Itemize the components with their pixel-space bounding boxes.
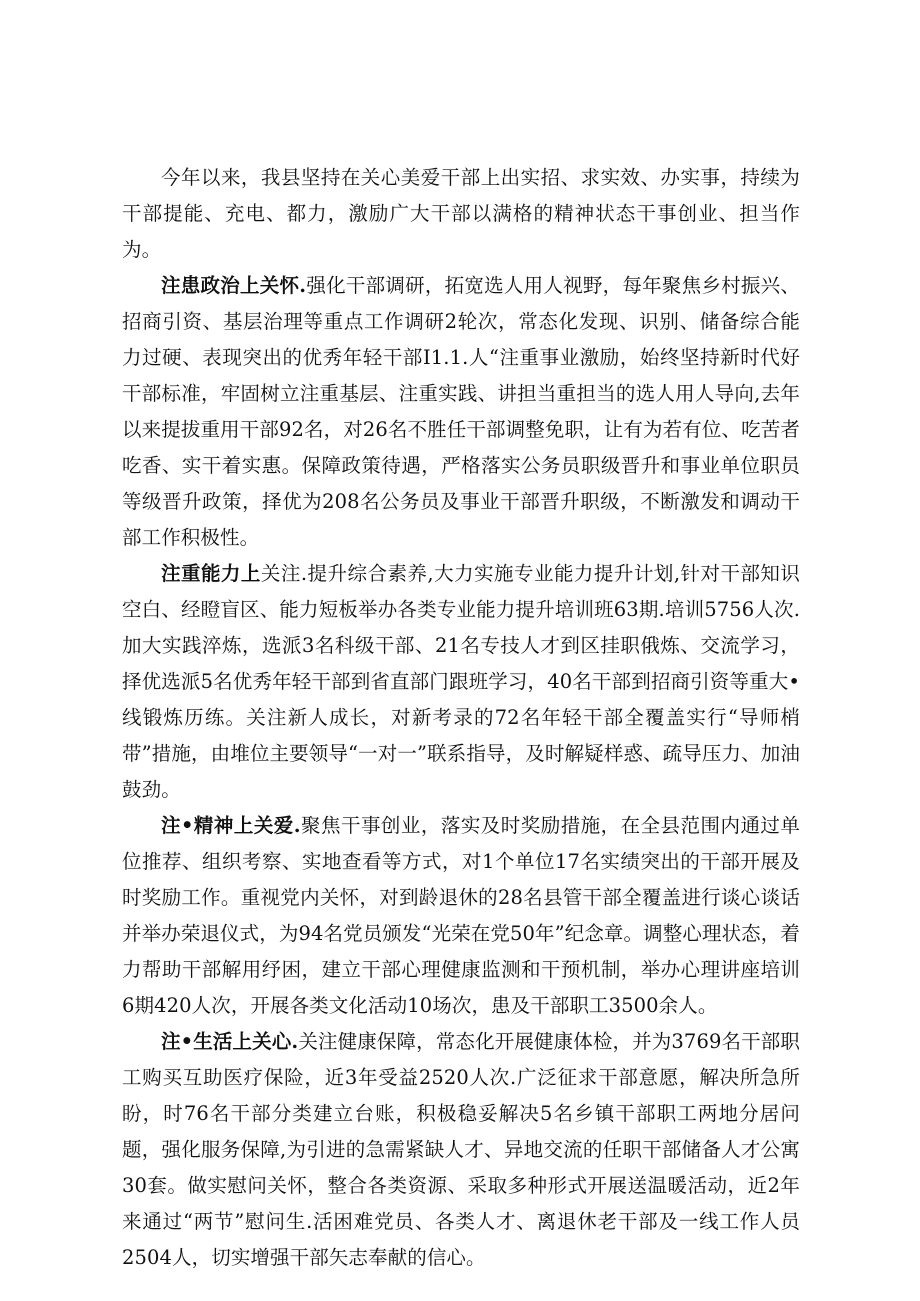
paragraph-intro xyxy=(122,160,800,268)
paragraph-lead: 注重能力上 xyxy=(161,562,261,585)
paragraph-lead: 注•生活上关心. xyxy=(161,1030,299,1053)
paragraph-political-care xyxy=(122,268,800,556)
paragraph-text: 关注健康保障，常态化开展健康体检，并为3769名干部职工购买互助医疗保险，近3年受益2520人次.广泛征求干部意愿，解决所急所盼，时76名干部分类建立台账，积极稳妥解决5名乡镇干部职工两地分居问题，强化服务保障,为引进的急需紧缺人才、异地交流的任职干部储备人才公寓30套。做实慰问关怀，整合各类资源、采取多种形式开展送温暖活动，近2年来通过“两节”慰问生.活困难党员、各类人才、离退休老干部及一线工作人员2504人，切实增强干部矢志奉献的信心。 xyxy=(122,1030,800,1269)
paragraph-spirit-care xyxy=(122,808,800,1024)
paragraph-text: 今年以来，我县坚持在关心美爱干部上出实招、求实效、办实事，持续为干部提能、充电、都力，激励广大干部以满格的精神状态干事创业、担当作为。 xyxy=(122,166,800,261)
paragraph-text: 强化干部调研，拓宽选人用人视野，每年聚焦乡村振兴、招商引资、基层治理等重点工作调研2轮次，常态化发现、识别、储备综合能力过硬、表现突出的优秀年轻干部I1.1.人“注重事业激励，始终坚持新时代好干部标准，牢固树立注重基层、注重实践、讲担当重担当的选人用人导向,去年以来提拔重用干部92名，对26名不胜任干部调整免职，让有为若有位、吃苦者吃香、实干着实惠。保障政策待遇，严格落实公务员职级晋升和事业单位职员等级晋升政策，择优为208名公务员及事业干部晋升职级，不断激发和调动干部工作积极性。 xyxy=(122,274,800,549)
paragraph-lead: 注•精神上关爱. xyxy=(161,814,301,837)
paragraph-lead: 注患政治上关怀. xyxy=(161,274,307,297)
paragraph-text: 聚焦干事创业，落实及时奖励措施，在全县范围内通过单位推荐、组织考察、实地查看等方式，对1个单位17名实绩突出的干部开展及时奖励工作。重视党内关怀，对到龄退休的28名县管干部全覆盖进行谈心谈话并举办荣退仪式，为94名党员颁发“光荣在党50年”纪念章。调整心理状态，着力帮助干部解用纾困，建立干部心理健康监测和干预机制，举办心理讲座培训6期420人次，开展各类文化活动10场次，患及干部职工3500余人。 xyxy=(122,814,800,1017)
paragraph-text: 关注.提升综合素养,大力实施专业能力提升计划,针对干部知识空白、经瞪盲区、能力短板举办各类专业能力提升培训班63期.培训5756人次.加大实践淬炼，选派3名科级干部、21名专技人才到区挂职俄炼、交流学习，择优选派5名优秀年轻干部到省直部门跟班学习，40名干部到招商引资等重大•线锻炼历练。关注新人成长，对新考录的72名年轻干部全覆盖实行“导师梢带”措施，由堆位主要领导“一对一”联系指导，及时解疑样惑、疏导压力、加油鼓劲。 xyxy=(122,562,800,801)
paragraph-ability-focus xyxy=(122,556,800,808)
document-body xyxy=(122,160,800,1276)
paragraph-life-care xyxy=(122,1024,800,1276)
